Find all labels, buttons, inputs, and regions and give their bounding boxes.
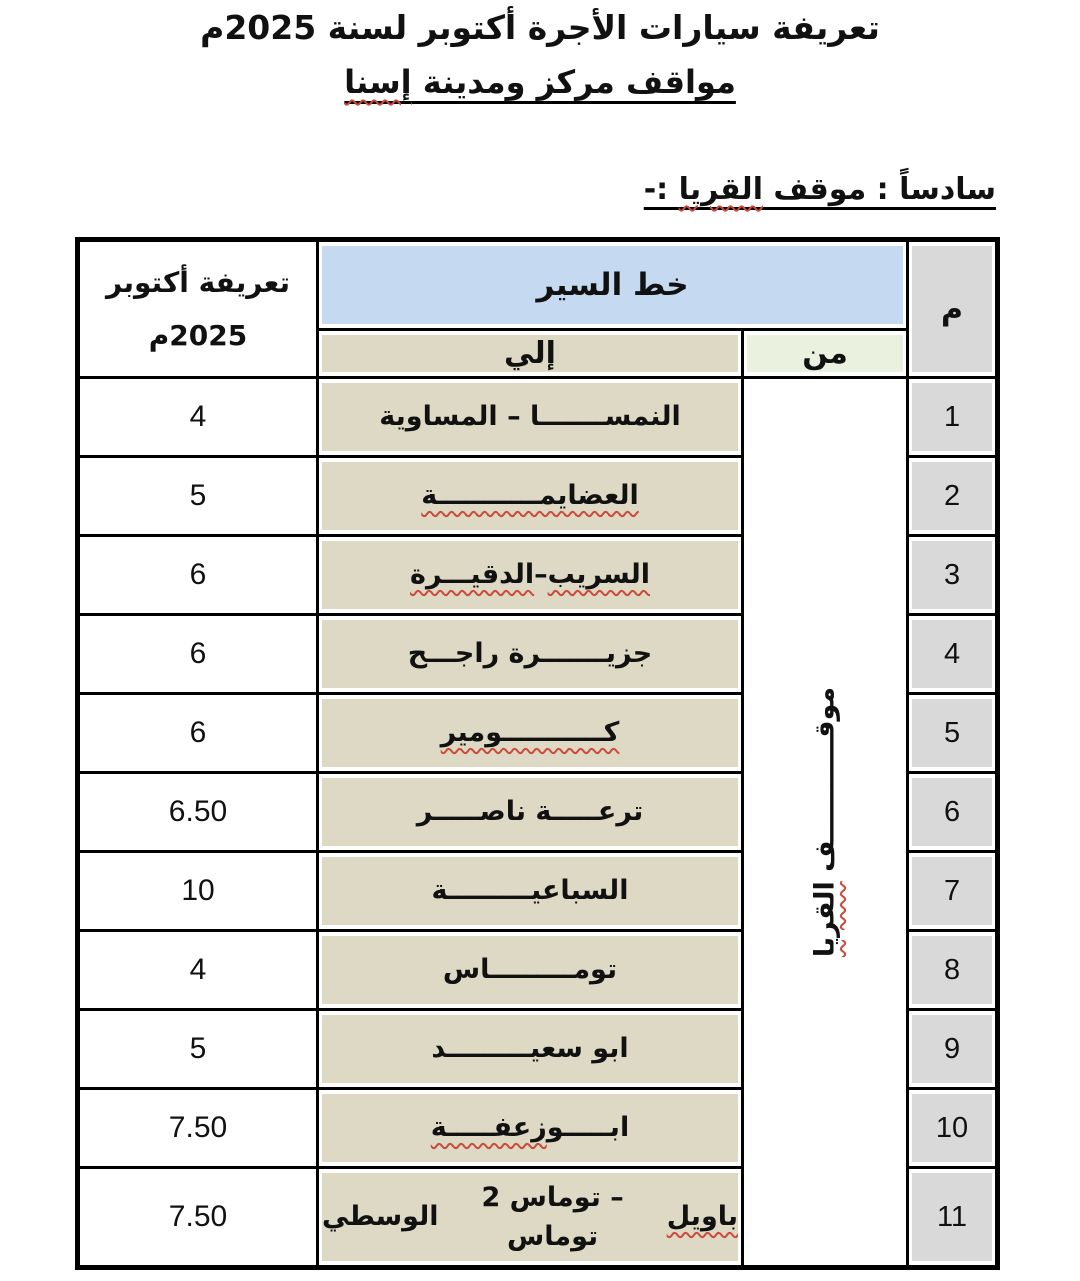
- fare-value: 6: [78, 615, 318, 694]
- row-number-fill: [912, 936, 992, 1004]
- destination-fill: [322, 1173, 738, 1261]
- fare-value: 6: [78, 694, 318, 773]
- row-number: 11: [936, 1200, 968, 1233]
- fare-value: 10: [78, 852, 318, 931]
- destination-cell: [318, 1010, 743, 1089]
- row-number-cell: [908, 457, 998, 536]
- row-number-fill: [912, 699, 992, 767]
- misspelled-word: باويل: [666, 1201, 738, 1233]
- row-number: 10: [935, 1111, 969, 1144]
- row-number-fill: [912, 857, 992, 925]
- column-header-route-label: خط السير: [536, 267, 689, 303]
- destination-cell: [318, 457, 743, 536]
- column-header-from-fill: [747, 335, 903, 372]
- fare-value: 5: [78, 1010, 318, 1089]
- origin-vertical-text: [810, 687, 841, 957]
- text-segment: جزيـــــــرة راجـــح: [407, 638, 653, 670]
- section-heading-misspelled-word: القريا: [678, 172, 763, 207]
- fare-value: 4: [78, 931, 318, 1010]
- destination-fill: [322, 462, 738, 530]
- title-line-2: [0, 63, 1080, 101]
- row-number: 5: [943, 716, 961, 749]
- column-header-from: [743, 330, 908, 378]
- destination-cell: [318, 694, 743, 773]
- section-heading: [644, 172, 996, 207]
- title-line-1: تعريفة سيارات الأجرة أكتوبر لسنة 2025م: [200, 8, 880, 47]
- row-number: 8: [943, 953, 961, 986]
- destination-fill: [322, 541, 738, 609]
- section-heading-text: سادساً : موقف: [762, 172, 996, 207]
- row-number: 2: [943, 479, 961, 512]
- column-header-fare: [78, 240, 318, 378]
- destination-fill: [322, 1015, 738, 1083]
- row-number: 7: [943, 874, 961, 907]
- title-line-2-misspelled-word: إسنا: [344, 63, 412, 101]
- row-number: 6: [943, 795, 961, 828]
- destination-fill: [322, 1094, 738, 1162]
- column-header-route: [318, 240, 908, 330]
- text-segment: النمســـــــا – المساوية: [379, 401, 681, 433]
- fare-table: [75, 237, 1000, 1270]
- destination-cell: [318, 536, 743, 615]
- destination-cell: [318, 615, 743, 694]
- row-number-cell: [908, 931, 998, 1010]
- row-number: 1: [943, 400, 961, 433]
- text-segment: السباعيـــــــــة: [431, 875, 629, 907]
- text-segment: ابـــــو: [546, 1112, 630, 1144]
- row-number: 9: [943, 1032, 961, 1065]
- row-number-fill: [912, 620, 992, 688]
- fare-value: 7.50: [78, 1168, 318, 1268]
- column-header-to-label: إلي: [504, 336, 556, 371]
- text-segment: – توماس 2 توماس: [481, 1181, 624, 1252]
- row-number-cell: [908, 852, 998, 931]
- row-number-cell: [908, 694, 998, 773]
- destination-cell: [318, 1089, 743, 1168]
- row-number-fill: [912, 1094, 992, 1162]
- row-number-cell: [908, 1168, 998, 1268]
- section-heading-suffix: :-: [643, 172, 679, 207]
- text-segment: ترعـــــة ناصـــــر: [416, 796, 644, 828]
- destination-cell: [318, 1168, 743, 1268]
- misspelled-word: القريا: [809, 881, 841, 958]
- column-header-to-fill: [322, 335, 738, 372]
- fare-table-body: [78, 378, 998, 1268]
- row-number-fill: [912, 1173, 992, 1261]
- row-number-fill: [912, 1015, 992, 1083]
- destination-fill: [322, 936, 738, 1004]
- text-segment: تومـــــــــاس: [442, 954, 618, 986]
- row-number-cell: [908, 615, 998, 694]
- fare-value: 6: [78, 536, 318, 615]
- column-header-route-fill: [322, 246, 903, 324]
- row-number-fill: [912, 383, 992, 451]
- fare-value: 5: [78, 457, 318, 536]
- misspelled-word: زعفـــــة: [430, 1112, 547, 1144]
- misspelled-word: العضايمـــــــــــة: [421, 480, 639, 512]
- row-number-cell: [908, 1089, 998, 1168]
- destination-cell: [318, 773, 743, 852]
- row-number-fill: [912, 462, 992, 530]
- text-segment: موقـــــــــــف: [809, 686, 841, 882]
- column-header-from-label: من: [802, 336, 848, 371]
- row-number-cell: [908, 536, 998, 615]
- destination-cell: [318, 931, 743, 1010]
- destination-cell: [318, 852, 743, 931]
- origin-cell: [743, 378, 908, 1268]
- fare-value: 4: [78, 378, 318, 457]
- title-line-2-text: مواقف مركز ومدينة: [411, 63, 736, 101]
- table-header-row-1: [78, 240, 998, 330]
- column-header-fare-line-2: 2025م: [148, 319, 248, 352]
- fare-row-1: [78, 378, 998, 457]
- row-number-cell: [908, 773, 998, 852]
- misspelled-word: كـــــــــــومير: [440, 717, 620, 749]
- text-segment: ابو سعيـــــــــد: [431, 1033, 629, 1065]
- fare-value: 7.50: [78, 1089, 318, 1168]
- destination-fill: [322, 699, 738, 767]
- column-header-number: [908, 240, 998, 378]
- row-number: 4: [943, 637, 961, 670]
- destination-fill: [322, 778, 738, 846]
- destination-fill: [322, 857, 738, 925]
- column-header-number-fill: [912, 246, 992, 372]
- row-number: 3: [943, 558, 961, 591]
- title-line-2-underlined: [344, 63, 736, 101]
- row-number-cell: [908, 378, 998, 457]
- text-segment: –: [534, 559, 548, 591]
- destination-fill: [322, 620, 738, 688]
- row-number-fill: [912, 541, 992, 609]
- destination-cell: [318, 378, 743, 457]
- column-header-number-label: م: [941, 291, 963, 327]
- document-title: [0, 8, 1080, 101]
- fare-value: 6.50: [78, 773, 318, 852]
- row-number-fill: [912, 778, 992, 846]
- destination-fill: [322, 383, 738, 451]
- misspelled-word: الدقيـــرة: [410, 559, 535, 591]
- text-segment: الوسطي: [322, 1201, 439, 1233]
- column-header-to: [318, 330, 743, 378]
- misspelled-word: السريب: [547, 559, 651, 591]
- row-number-cell: [908, 1010, 998, 1089]
- column-header-fare-line-1: تعريفة أكتوبر: [106, 265, 290, 299]
